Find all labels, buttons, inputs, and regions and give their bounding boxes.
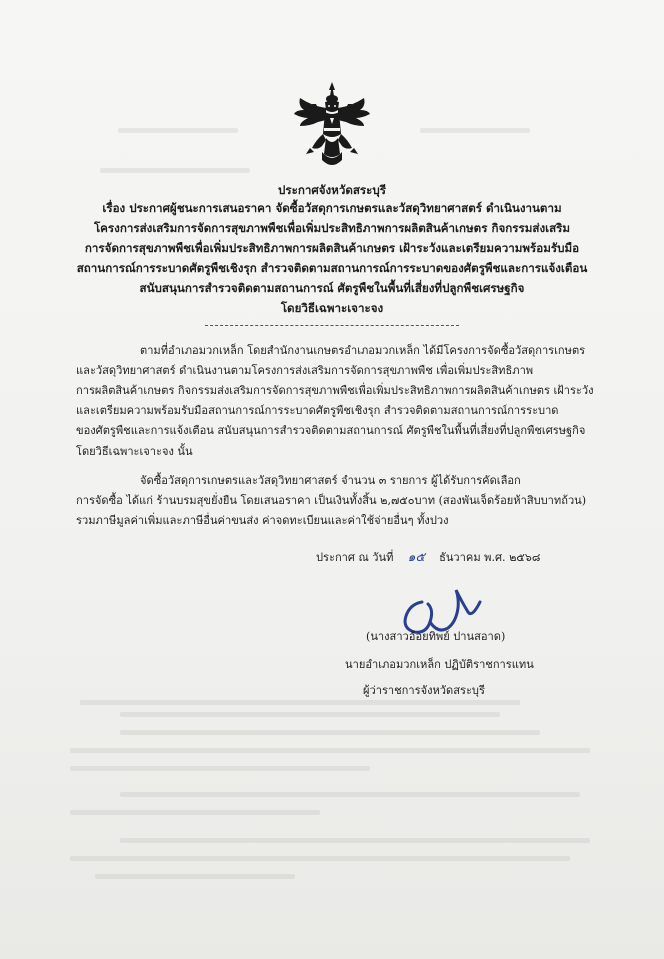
subject-line: การจัดการสุขภาพพืชเพื่อเพิ่มประสิทธิภาพการผลิตสินค้าเกษตร เฝ้าระวังและเตรียมความพร้อมรับมือ	[84, 241, 580, 255]
paragraph-line: การผลิตสินค้าเกษตร กิจกรรมส่งเสริมการจัดการสุขภาพพืชเพื่อเพิ่มประสิทธิภาพการผลิตสินค้าเกษตร เฝ้าระวัง	[76, 384, 594, 397]
subject-line: สถานการณ์การระบาดศัตรูพืชเชิงรุก สำรวจติดตามสถานการณ์การระบาดของศัตรูพืชและการแจ้งเตือน	[76, 261, 588, 275]
garuda-emblem-icon	[292, 80, 372, 172]
paragraph-line: โดยวิธีเฉพาะเจาะจง นั้น	[76, 445, 193, 458]
signer-position: ผู้ว่าราชการจังหวัดสระบุรี	[363, 684, 485, 697]
header-divider	[205, 325, 459, 326]
subject-line: สนับสนุนการสำรวจติดตามสถานการณ์ ศัตรูพืชในพื้นที่เสี่ยงที่ปลูกพืชเศรษฐกิจ	[139, 281, 525, 295]
paragraph-line: และวัสดุวิทยาศาสตร์ ดำเนินงานตามโครงการส่งเสริมการจัดการสุขภาพพืช เพื่อเพิ่มประสิทธิภาพ	[76, 364, 534, 377]
date-prefix: ประกาศ ณ วันที่	[316, 551, 394, 564]
province-heading: ประกาศจังหวัดสระบุรี	[278, 183, 386, 197]
subject-line: เรื่อง ประกาศผู้ชนะการเสนอราคา จัดซื้อวัสดุการเกษตรและวัสดุวิทยาศาสตร์ ดำเนินงานตาม	[102, 201, 562, 215]
paragraph-line: จัดซื้อวัสดุการเกษตรและวัสดุวิทยาศาสตร์ จำนวน ๓ รายการ ผู้ได้รับการคัดเลือก	[140, 474, 521, 487]
paragraph-line: ของศัตรูพืชและการแจ้งเตือน สนับสนุนการสำรวจติดตามสถานการณ์ ศัตรูพืชในพื้นที่เสี่ยงที่ปลูกพืชเศรษฐกิจ	[76, 424, 586, 437]
signer-name: (นางสาวอ้อยทิพย์ ปานสอาด)	[366, 630, 506, 643]
paragraph-line: การจัดซื้อ ได้แก่ ร้านบรมสุขยั่งยืน โดยเสนอราคา เป็นเงินทั้งสิ้น ๒,๗๕๐บาท (สองพันเจ็ดร้อยห้าสิบบาทถ้วน)	[76, 494, 587, 507]
announcement-date	[316, 548, 540, 567]
paragraph-line: ตามที่อำเภอมวกเหล็ก โดยสำนักงานเกษตรอำเภอมวกเหล็ก ได้มีโครงการจัดซื้อวัสดุการเกษตร	[140, 344, 586, 357]
paragraph-line: และเตรียมความพร้อมรับมือสถานการณ์การระบาดศัตรูพืชเชิงรุก สำรวจติดตามสถานการณ์การระบาด	[76, 404, 559, 417]
date-day-handwritten: ๑๕	[407, 549, 425, 564]
subject-line: โดยวิธีเฉพาะเจาะจง	[280, 301, 384, 315]
date-suffix: ธันวาคม พ.ศ. ๒๕๖๘	[439, 551, 541, 564]
subject-line: โครงการส่งเสริมการจัดการสุขภาพพืชเพื่อเพิ่มประสิทธิภาพการผลิตสินค้าเกษตร กิจกรรมส่งเสริม	[93, 221, 571, 235]
paragraph-line: รวมภาษีมูลค่าเพิ่มและภาษีอื่นค่าขนส่ง ค่าจดทะเบียนและค่าใช้จ่ายอื่นๆ ทั้งปวง	[76, 514, 449, 527]
signer-position: นายอำเภอมวกเหล็ก ปฏิบัติราชการแทน	[345, 658, 534, 671]
